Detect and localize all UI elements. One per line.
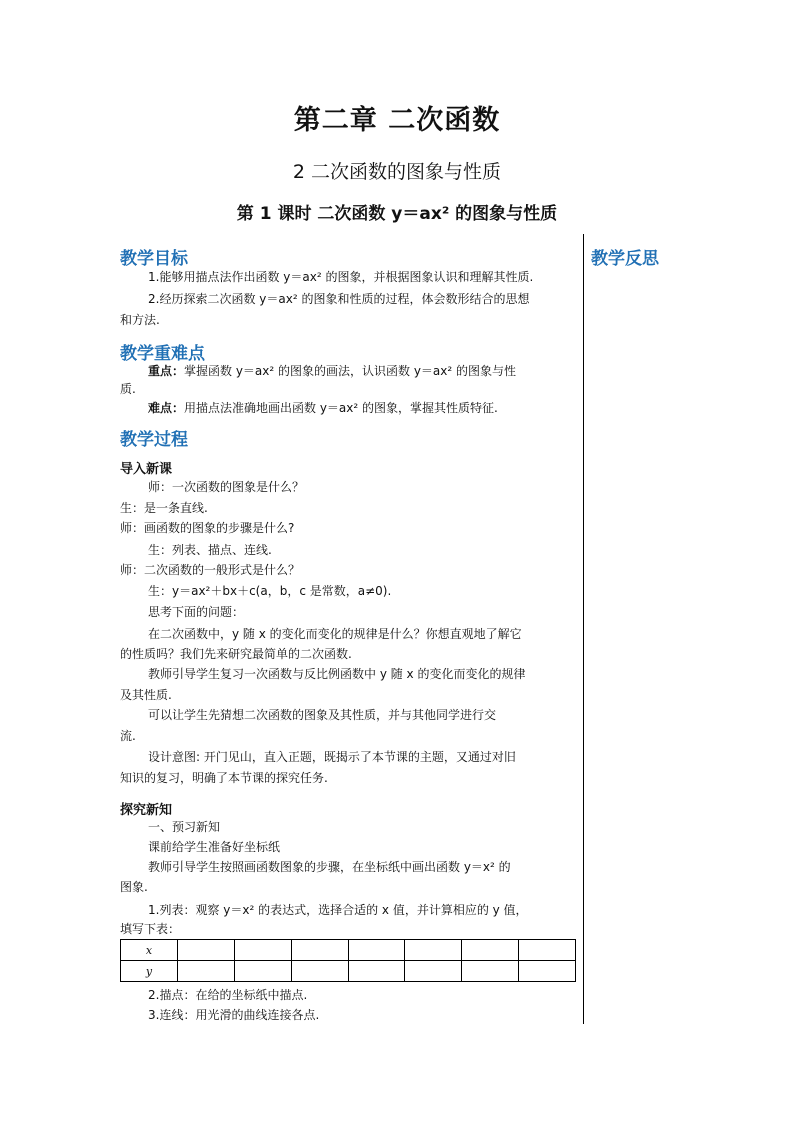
difficult-label: 难点： xyxy=(148,401,185,415)
intro-line: 生：y＝ax²＋bx＋c(a，b，c 是常数，a≠0). xyxy=(148,584,392,598)
intro-line: 教师引导学生复习一次函数与反比例函数中 y 随 x 的变化而变化的规律 xyxy=(148,667,526,681)
table-cell xyxy=(519,961,576,982)
intro-line: 思考下面的问题： xyxy=(148,605,245,619)
table-row xyxy=(121,940,576,961)
intro-line: 及其性质. xyxy=(120,688,172,702)
intro-heading: 导入新课 xyxy=(120,462,173,477)
objective-1: 1.能够用描点法作出函数 y＝ax² 的图象，并根据图象认识和理解其性质. xyxy=(148,270,534,284)
intro-line: 师：二次函数的一般形式是什么？ xyxy=(120,563,301,577)
intro-line: 设计意图: 开门见山，直入正题，既揭示了本节课的主题，又通过对旧 xyxy=(148,750,516,764)
intro-line: 生：是一条直线. xyxy=(120,501,208,515)
chapter-title: 第二章 二次函数 xyxy=(293,105,501,136)
table-cell xyxy=(291,940,348,961)
table-row xyxy=(121,961,576,982)
difficult-text: 用描点法准确地画出函数 y＝ax² 的图象，掌握其性质特征. xyxy=(184,401,498,415)
intro-line: 师：一次函数的图象是什么？ xyxy=(148,480,305,494)
explore-line: 教师引导学生按照画函数图象的步骤，在坐标纸中画出函数 y＝x² 的 xyxy=(148,860,511,874)
intro-line: 知识的复习，明确了本节课的探究任务. xyxy=(120,771,328,785)
reflection-heading: 教学反思 xyxy=(591,249,659,269)
table-cell xyxy=(405,940,462,961)
explore-line: 图象. xyxy=(120,880,148,894)
table-row-label-x: x xyxy=(121,940,178,961)
intro-line: 在二次函数中，y 随 x 的变化而变化的规律是什么？你想直观地了解它 xyxy=(148,627,522,641)
section-title: 2 二次函数的图象与性质 xyxy=(292,161,502,183)
value-table xyxy=(120,939,576,982)
difficult-point-line xyxy=(148,401,498,415)
explore-line: 1.列表：观察 y＝x² 的表达式，选择合适的 x 值，并计算相应的 y 值， xyxy=(148,903,528,917)
intro-line: 的性质吗？我们先来研究最简单的二次函数. xyxy=(120,647,352,661)
key-text: 掌握函数 y＝ax² 的图象的画法，认识函数 y＝ax² 的图象与性 xyxy=(184,364,517,378)
objective-2-cont: 和方法. xyxy=(120,313,160,327)
intro-line: 师：画函数的图象的步骤是什么? xyxy=(120,521,295,535)
table-cell xyxy=(291,961,348,982)
intro-line: 流. xyxy=(120,729,136,743)
explore-heading: 探究新知 xyxy=(120,803,173,818)
key-point-line xyxy=(148,364,516,378)
table-cell xyxy=(462,940,519,961)
objectives-heading: 教学目标 xyxy=(120,249,188,269)
key-point-cont: 质. xyxy=(120,382,136,396)
after-table-line: 2.描点：在给的坐标纸中描点. xyxy=(148,988,308,1002)
table-cell xyxy=(234,961,291,982)
table-cell xyxy=(178,961,235,982)
table-cell xyxy=(178,940,235,961)
table-cell xyxy=(348,940,405,961)
intro-line: 可以让学生先猜想二次函数的图象及其性质，并与其他同学进行交 xyxy=(148,708,497,722)
objective-2: 2.经历探索二次函数 y＝ax² 的图象和性质的过程，体会数形结合的思想 xyxy=(148,292,530,306)
table-row-label-y: y xyxy=(121,961,178,982)
explore-line: 一、预习新知 xyxy=(148,820,221,834)
process-heading: 教学过程 xyxy=(120,430,188,450)
lesson-title: 第 1 课时 二次函数 y＝ax² 的图象与性质 xyxy=(236,204,558,224)
key-label: 重点： xyxy=(148,364,185,378)
table-cell xyxy=(348,961,405,982)
table-cell xyxy=(519,940,576,961)
table-cell xyxy=(405,961,462,982)
explore-line: 课前给学生准备好坐标纸 xyxy=(148,840,281,854)
key-points-heading: 教学重难点 xyxy=(120,344,205,364)
column-divider xyxy=(583,234,584,1024)
table-cell xyxy=(234,940,291,961)
table-cell xyxy=(462,961,519,982)
intro-line: 生：列表、描点、连线. xyxy=(148,543,272,557)
after-table-line: 3.连线：用光滑的曲线连接各点. xyxy=(148,1008,320,1022)
explore-line: 填写下表： xyxy=(120,922,181,936)
